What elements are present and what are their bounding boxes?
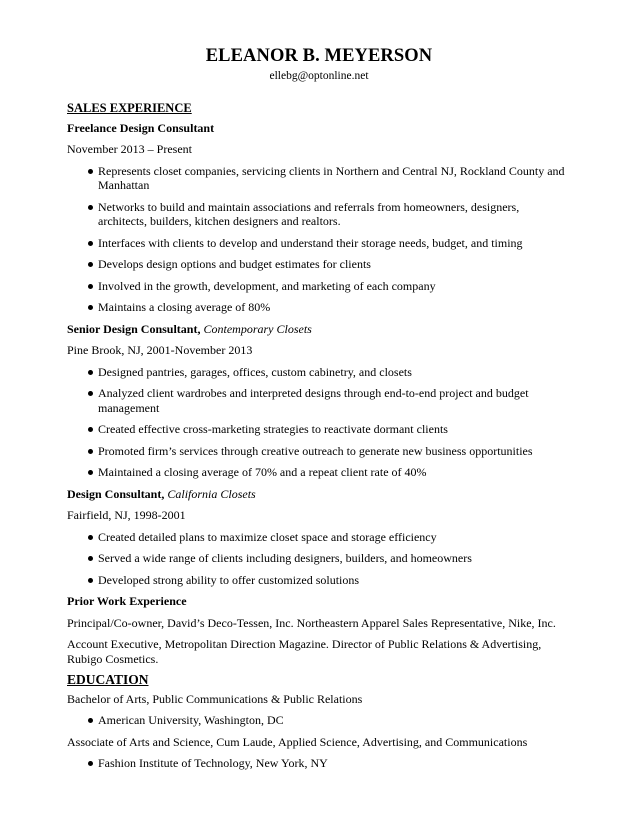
- prior-work-line: Principal/Co-owner, David’s Deco-Tessen, Inc. Northeastern Apparel Sales Representative, Nike, Inc.: [67, 615, 556, 630]
- bullet-icon: [88, 449, 93, 454]
- school-list: [67, 713, 567, 728]
- title-separator: ,: [197, 321, 204, 336]
- prior-work-line: Account Executive, Metropolitan Direction Magazine. Director of Public Relations & Advertising, Rubigo Cosmetics.: [67, 637, 542, 666]
- resume-name: ELEANOR B. MEYERSON: [205, 46, 433, 66]
- bullet-icon: [88, 262, 93, 267]
- prior-work-heading: Prior Work Experience: [67, 594, 187, 608]
- list-item: [67, 530, 567, 545]
- bullet-icon: [88, 761, 93, 766]
- bullet-text: Analyzed client wardrobes and interpreted designs through end-to-end project and budget management: [98, 386, 529, 415]
- list-item: [67, 551, 567, 566]
- title-separator: ,: [161, 486, 168, 501]
- job-title: Senior Design Consultant: [67, 321, 198, 336]
- bullet-icon: [88, 169, 93, 174]
- list-item: [67, 200, 567, 229]
- job-title: Design Consultant: [67, 486, 162, 501]
- bullet-icon: [88, 391, 93, 396]
- bullet-icon: [88, 556, 93, 561]
- email-address[interactable]: ellebg@optonline.net: [269, 70, 369, 82]
- bullet-icon: [88, 241, 93, 246]
- list-item: [67, 386, 567, 415]
- company-name: Contemporary Closets: [203, 321, 312, 336]
- bullet-icon: [88, 470, 93, 475]
- bullet-text: Represents closet companies, servicing clients in Northern and Central NJ, Rockland County and Manhattan: [98, 163, 565, 192]
- design-bullet-list: [67, 530, 567, 588]
- bullet-text: Maintains a closing average of 80%: [98, 300, 271, 314]
- resume-content: [67, 101, 567, 778]
- list-item: [67, 465, 567, 480]
- bullet-text: Created effective cross-marketing strategies to reactivate dormant clients: [98, 422, 448, 436]
- list-item: [67, 236, 567, 251]
- job-location-senior: Pine Brook, NJ, 2001-November 2013: [67, 343, 253, 357]
- job-title-senior: [67, 322, 567, 337]
- bullet-text: Created detailed plans to maximize closet space and storage efficiency: [98, 529, 437, 544]
- education-heading: EDUCATION: [67, 672, 149, 687]
- senior-bullet-list: [67, 365, 567, 480]
- job-dates-freelance: November 2013 – Present: [67, 142, 192, 156]
- list-item: [67, 300, 567, 315]
- company-name: California Closets: [167, 486, 256, 501]
- bullet-icon: [88, 284, 93, 289]
- sales-experience-heading: SALES EXPERIENCE: [67, 101, 192, 115]
- job-title-design: [67, 487, 567, 502]
- bullet-icon: [88, 535, 93, 540]
- list-item: [67, 422, 567, 437]
- list-item: [67, 164, 567, 193]
- bullet-text: Develops design options and budget estimates for clients: [98, 257, 371, 271]
- bullet-icon: [88, 370, 93, 375]
- bullet-text: Promoted firm’s services through creative outreach to generate new business opportunities: [98, 443, 533, 458]
- list-item: [67, 365, 567, 380]
- degree-line: Associate of Arts and Science, Cum Laude, Applied Science, Advertising, and Communications: [67, 734, 528, 749]
- list-item: [67, 756, 567, 771]
- bullet-text: Designed pantries, garages, offices, custom cabinetry, and closets: [98, 364, 412, 379]
- list-item: [67, 279, 567, 294]
- bullet-icon: [88, 718, 93, 723]
- job-title-freelance: Freelance Design Consultant: [67, 120, 215, 135]
- school-name: American University, Washington, DC: [98, 713, 284, 727]
- list-item: [67, 573, 567, 588]
- list-item: [67, 444, 567, 459]
- job-location-design: Fairfield, NJ, 1998-2001: [67, 508, 186, 522]
- bullet-text: Maintained a closing average of 70% and a repeat client rate of 40%: [98, 465, 427, 479]
- bullet-icon: [88, 427, 93, 432]
- bullet-text: Involved in the growth, development, and marketing of each company: [98, 278, 436, 293]
- bullet-icon: [88, 305, 93, 310]
- list-item: [67, 257, 567, 272]
- bullet-text: Developed strong ability to offer customized solutions: [98, 572, 360, 587]
- degree-line: Bachelor of Arts, Public Communications & Public Relations: [67, 691, 363, 706]
- bullet-text: Interfaces with clients to develop and understand their storage needs, budget, and timing: [98, 235, 523, 250]
- school-list: [67, 756, 567, 771]
- bullet-icon: [88, 205, 93, 210]
- bullet-text: Networks to build and maintain associations and referrals from homeowners, designers, architects, builders, kitchen designers and realtors.: [98, 199, 520, 228]
- list-item: [67, 713, 567, 728]
- bullet-text: Served a wide range of clients including designers, builders, and homeowners: [98, 551, 472, 565]
- freelance-bullet-list: [67, 164, 567, 315]
- school-name: Fashion Institute of Technology, New York, NY: [98, 756, 328, 770]
- bullet-icon: [88, 578, 93, 583]
